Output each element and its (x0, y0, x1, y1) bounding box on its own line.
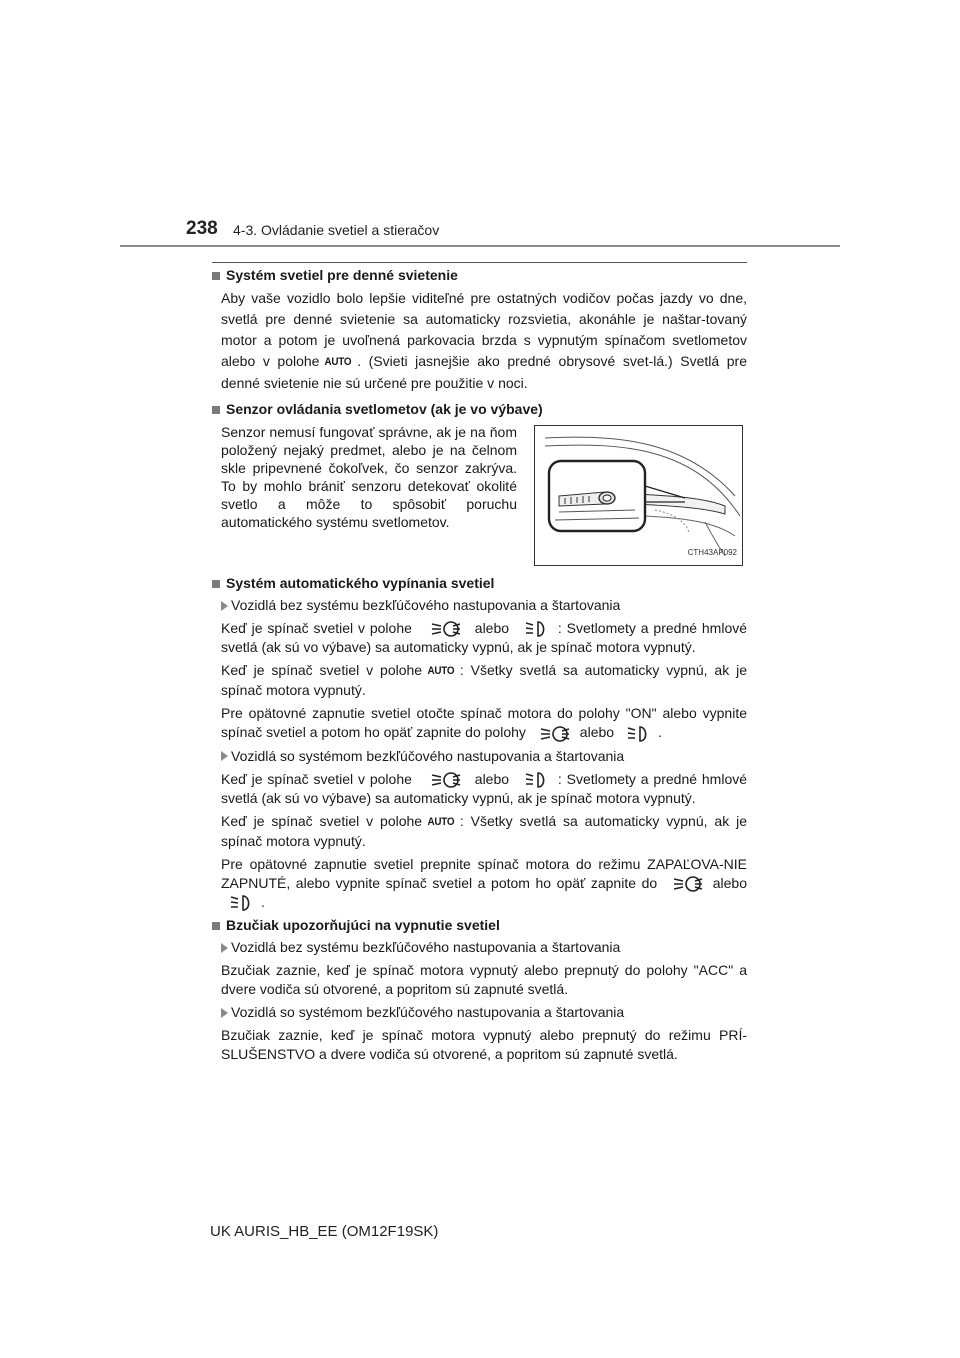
subsection-heading: Vozidlá bez systému bezkľúčového nastupovania a štartovania (221, 938, 747, 957)
sensor-note: Senzor nemusí fungovať správne, ak je na ňom položený nejaký predmet, alebo je na čelnom skle pripevnené čokoľvek, čo senzor zakrýva. To by mohlo brániť senzoru detekovať okolité svetlo a môže to spôsobiť poruchu automatického systému svetlometov. (221, 424, 517, 530)
auto-icon: AUTO (427, 815, 455, 828)
section-daytime-running-lights (210, 266, 747, 394)
paragraph: Bzučiak zaznie, keď je spínač motora vypnutý alebo prepnutý do režimu PRÍ-SLUŠENSTVO a dvere vodiča sú otvorené, a popritom sú zapnuté svetlá. (221, 1027, 747, 1063)
section-light-buzzer (210, 916, 747, 1064)
section-title: Systém automatického vypínania svetiel (226, 575, 495, 591)
low-beam-headlight-icon (229, 894, 253, 912)
tail-light-icon (429, 771, 463, 789)
paragraph: Keď je spínač svetiel v polohe alebo : Svetlomety a predné hmlové svetlá (ak sú vo výbave) sa automaticky vypnú, ak je spínač motora vypnutý. (221, 770, 748, 806)
paragraph: Keď je spínač svetiel v polohe AUTO : Všetky svetlá sa automaticky vypnú, ak je spínač motora vypnutý. (221, 662, 747, 699)
low-beam-headlight-icon (524, 620, 548, 638)
triangle-bullet-icon (221, 601, 228, 611)
subsection-heading: Vozidlá so systémom bezkľúčového nastupovania a štartovania (221, 1003, 747, 1022)
tail-light-icon (671, 875, 705, 893)
paragraph: Keď je spínač svetiel v polohe AUTO : Všetky svetlá sa automaticky vypnú, ak je spínač motora vypnutý. (221, 812, 747, 849)
paragraph: Pre opätovné zapnutie svetiel otočte spínač motora do polohy "ON" alebo vypnite spínač svetiel a potom ho opäť zapnite do polohy alebo . (221, 704, 747, 742)
section-light-sensor (210, 400, 747, 566)
bullet-square-icon (212, 922, 220, 930)
section-title: Systém svetiel pre denné svietenie (226, 267, 458, 283)
triangle-bullet-icon (221, 751, 228, 761)
section-auto-off (210, 574, 747, 912)
figure-code: CTH43AP092 (687, 548, 737, 557)
page-content (210, 266, 747, 1068)
auto-icon: AUTO (324, 356, 352, 368)
auto-icon: AUTO (427, 665, 455, 678)
subsection-heading: Vozidlá so systémom bezkľúčového nastupovania a štartovania (221, 747, 747, 766)
paragraph: Keď je spínač svetiel v polohe alebo : Svetlomety a predné hmlové svetlá (ak sú vo výbave) sa automaticky vypnú, ak je spínač motora vypnutý. (221, 620, 748, 656)
section-title: Senzor ovládania svetlometov (ak je vo výbave) (226, 401, 543, 417)
low-beam-headlight-icon (626, 725, 650, 743)
subsection-heading: Vozidlá bez systému bezkľúčového nastupovania a štartovania (221, 596, 747, 615)
paragraph: Bzučiak zaznie, keď je spínač motora vypnutý alebo prepnutý do polohy "ACC" a dvere vodiča sú otvorené, a popritom sú zapnuté svetlá. (221, 962, 747, 998)
bullet-square-icon (212, 272, 220, 280)
tail-light-icon (429, 620, 463, 638)
page-number: 238 (186, 218, 218, 239)
paragraph: Aby vaše vozidlo bolo lepšie viditeľné pre ostatných vodičov počas jazdy vo dne, svetlá pre denné svietenie sa automaticky rozsvietia, akonáhle je naštar-tovaný motor a potom je uvoľnená parkovacia brzda s vypnutým spínačom svetlometov alebo v polohe AUTO . (Svieti jasnejšie ako predné obrysové svet-lá.) Svetlá pre denné svietenie nie sú určené pre použitie v noci. (221, 290, 747, 391)
header-divider (120, 245, 840, 247)
section-title: Bzučiak upozorňujúci na vypnutie svetiel (226, 917, 500, 934)
footer-model-code: UK AURIS_HB_EE (OM12F19SK) (210, 1223, 439, 1240)
chapter-title: 4-3. Ovládanie svetiel a stieračov (233, 222, 440, 238)
tail-light-icon (538, 725, 572, 743)
bullet-square-icon (212, 406, 220, 414)
sensor-figure (534, 425, 743, 566)
triangle-bullet-icon (221, 943, 228, 953)
paragraph: Pre opätovné zapnutie svetiel prepnite spínač motora do režimu ZAPAĽOVA-NIE ZAPNUTÉ, alebo vypnite spínač svetiel a potom ho opäť zapnite do alebo . (221, 855, 747, 913)
triangle-bullet-icon (221, 1008, 228, 1018)
low-beam-headlight-icon (524, 771, 548, 789)
section-divider (212, 262, 747, 263)
bullet-square-icon (212, 580, 220, 588)
